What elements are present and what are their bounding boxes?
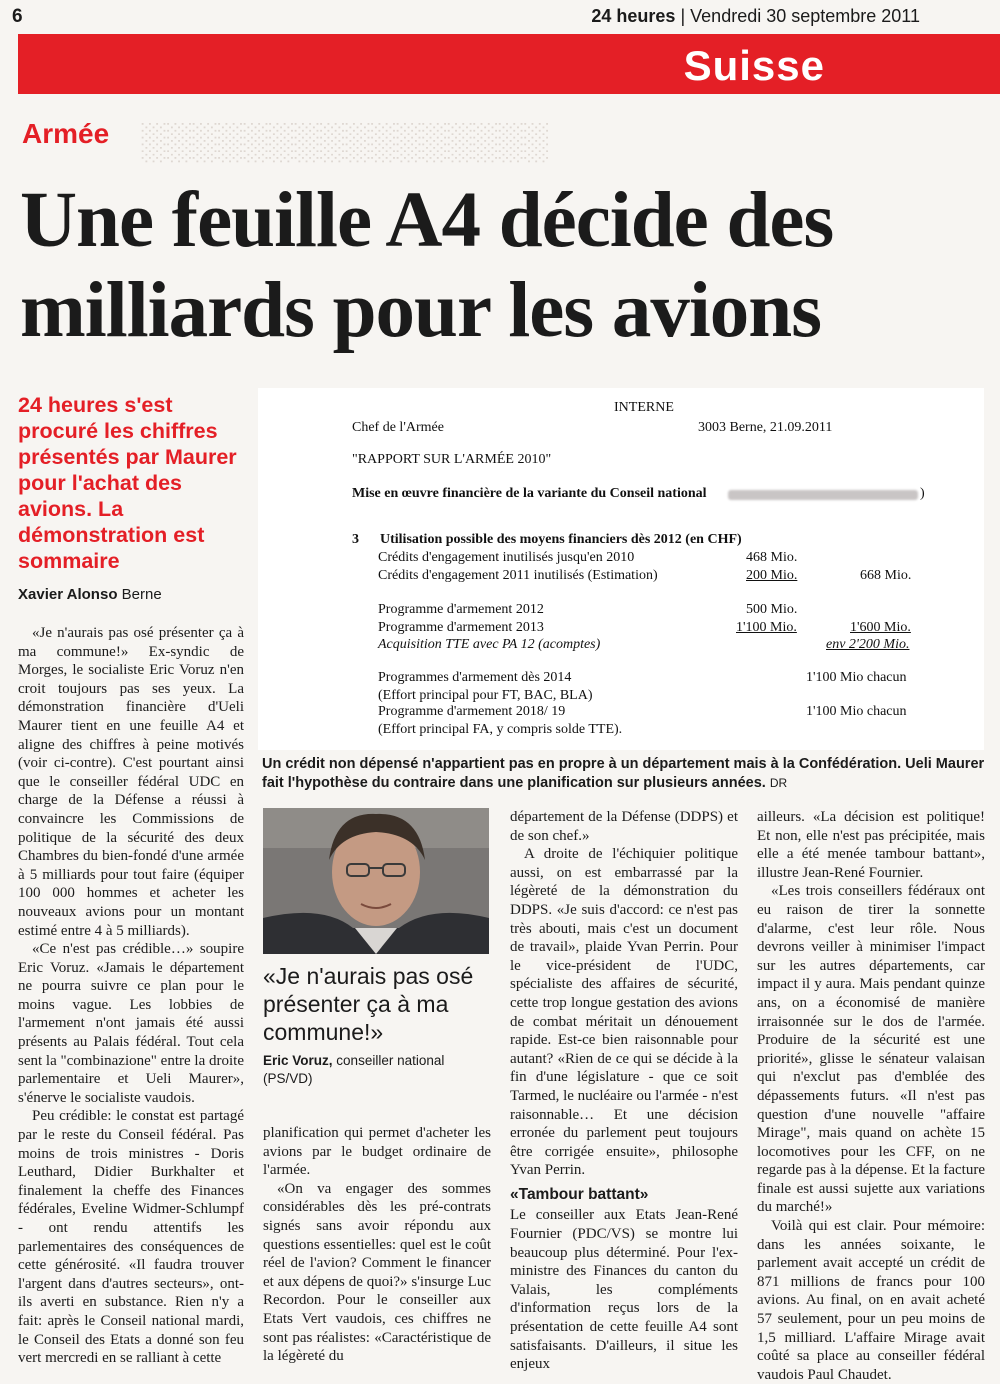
- doc-row-value: 1'100 Mio.: [736, 620, 797, 635]
- lead-paragraph: 24 heures s'est procuré les chiffres présentés par Maurer pour l'achat des avions. La démonstration est sommaire: [18, 393, 237, 573]
- doc-row-value: 1'100 Mio chacun: [806, 704, 907, 719]
- headline: Une feuille A4 décide des milliards pour les avions: [20, 177, 834, 354]
- masthead-separator: |: [680, 6, 686, 26]
- section-banner: [18, 34, 1000, 94]
- doc-paren: ): [920, 486, 925, 501]
- doc-row-total: 668 Mio.: [860, 568, 912, 583]
- doc-row-label: Programmes d'armement dès 2014: [378, 670, 572, 685]
- doc-row-label: Programme d'armement 2012: [378, 602, 544, 617]
- article-column-2: [263, 1124, 491, 1366]
- pull-quote: «Je n'aurais pas osé présenter ça à ma commune!»: [263, 963, 474, 1045]
- doc-chef: Chef de l'Armée: [352, 420, 444, 435]
- document-scan: [258, 388, 984, 750]
- paragraph: «Les trois conseillers fédéraux ont eu raison de tirer la sonnette d'alarme, c'est leur rôle. Nous devrons veiller à minimiser l'impact sur les autres départements, car impact il y aura. Mais pendant quinze ans, on a économisé de manière irraisonnée sur le dos de l'armée. Produire de la sécurité est une priorité», glisse le sénateur valaisan qui n'exclut pas d'emblée des dépassements futurs. «Il n'est pas question d'une nouvelle "affaire Mirage", mais quand on achète 15 locomotives pour les CFF, on ne regarde pas à la dépense. Et la facture finale est aussi sujette aux variations du marché!»: [757, 883, 985, 1216]
- doc-mise-en-oeuvre: Mise en œuvre financière de la variante du Conseil national: [352, 486, 707, 501]
- doc-section-title: Utilisation possible des moyens financiers dès 2012 (en CHF): [380, 532, 742, 547]
- doc-row-value: 200 Mio.: [746, 568, 798, 583]
- page-number: 6: [12, 6, 23, 27]
- portrait-photo: [263, 808, 489, 954]
- doc-interne: INTERNE: [614, 400, 674, 415]
- doc-row-label: Programme d'armement 2018/ 19: [378, 704, 566, 719]
- article-column-4: [757, 808, 985, 1384]
- newspaper-name: 24 heures: [591, 6, 676, 26]
- rubric: Armée: [22, 118, 110, 149]
- paragraph: «On va engager des sommes considérables dès les pré-contrats signés sans avoir répondu aux questions essentielles: quel est le coût réel de l'avion? Comment le financer et aux dépens de quoi?» s'insurge Luc Recordon. Pour le conseiller aux Etats Vert vaudois, ces chiffres ne sont pas réalistes: «Caractéristique de la légèreté du: [263, 1180, 491, 1365]
- byline-author: Xavier Alonso: [18, 586, 118, 603]
- doc-row-total: 1'600 Mio.: [850, 620, 911, 635]
- bleed-through-texture: ░░░░░░░░░░░░░░░░: [140, 121, 549, 161]
- doc-section-number: 3: [352, 532, 359, 547]
- byline: [18, 586, 162, 603]
- doc-row-value: 500 Mio.: [746, 602, 798, 617]
- pull-quote-attribution: [263, 1052, 493, 1088]
- subheading: «Tambour battant»: [510, 1185, 649, 1203]
- section-label: Suisse: [683, 42, 825, 89]
- document-caption: [262, 755, 992, 793]
- doc-row-label: Crédits d'engagement inutilisés jusqu'en 2010: [378, 550, 635, 565]
- paragraph: A droite de l'échiquier politique aussi, on est embarrassé par la légèreté de la démonstration du DDPS. «Je suis d'accord: ce n'est pas très abouti, mais c'est un document de travail», plaide Yvan Perrin. Pour le vice-président de l'UDC, spécialiste des affaires de sécurité, cette trop longue gestation des avions de combat méritait un dénouement rapide. Est-ce bien raisonnable pour autant? «Rien de ce qui se décide à la fin d'une législature - que ce soit Tarmed, le nucléaire ou l'armée - n'est raisonnable… Et une décision erronée du parlement peut toujours être corrigée ensuite», philosophe Yvan Perrin.: [510, 846, 738, 1179]
- paragraph: Le conseiller aux Etats Jean-René Fournier (PDC/VS) se montre lui beaucoup plus déterminé. Pour l'ex-ministre des Finances du canton du Valais, les compléments d'information reçus lors de la présentation de cette feuille A4 sont satisfaisants. D'ailleurs, il situe les enjeux: [510, 1207, 738, 1373]
- article-column-3: [510, 808, 738, 1374]
- paragraph: planification qui permet d'acheter les avions par le budget ordinaire de l'armée.: [263, 1125, 491, 1179]
- doc-row-label: Acquisition TTE avec PA 12 (acomptes): [378, 637, 601, 652]
- doc-row-label: Programme d'armement 2013: [378, 620, 544, 635]
- doc-place-date: 3003 Berne, 21.09.2011: [698, 420, 833, 435]
- redacted-text: [728, 490, 918, 500]
- caption-text: Un crédit non dépensé n'appartient pas en propre à un département mais à la Confédération. Ueli Maurer fait l'hypothèse du contraire dans une planification sur plusieurs années.: [262, 756, 985, 791]
- paragraph: département de la Défense (DDPS) et de son chef.»: [510, 809, 738, 844]
- doc-row-total: env 2'200 Mio.: [826, 637, 910, 652]
- quote-author: Eric Voruz,: [263, 1053, 333, 1068]
- doc-row-label: (Effort principal FA, y compris solde TTE).: [378, 722, 623, 737]
- doc-row-label: (Effort principal pour FT, BAC, BLA): [378, 688, 593, 703]
- paragraph: ailleurs. «La décision est politique! Et non, elle n'est pas précipitée, mais elle a été menée tambour battant», illustre Jean-René Fournier.: [757, 809, 985, 881]
- quote-role: conseiller national (PS/VD): [263, 1053, 445, 1086]
- photo-credit: DR: [769, 776, 788, 790]
- masthead: [591, 6, 920, 27]
- doc-rapport: "RAPPORT SUR L'ARMÉE 2010": [352, 452, 552, 467]
- doc-row-value: 468 Mio.: [746, 550, 798, 565]
- byline-place: Berne: [121, 586, 162, 603]
- doc-row-label: Crédits d'engagement 2011 inutilisés (Estimation): [378, 568, 658, 583]
- issue-date: Vendredi 30 septembre 2011: [690, 6, 920, 26]
- paragraph: Voilà qui est clair. Pour mémoire: dans les années soixante, le parlement avait accepté un crédit de 871 millions de francs pour 100 avions. Au final, on en avait acheté 57 seulement, pour un peu moins de 1,5 milliard. L'affaire Mirage avait coûté sa place au conseiller fédéral vaudois Paul Chaudet.: [757, 1218, 985, 1383]
- paragraph: Peu crédible: le constat est partagé par le reste du Conseil fédéral. Pas moins de trois ministres - Doris Leuthard, Didier Burkhalter et finalement la cheffe des Finances fédérales, Eveline Widmer-Schlumpf - ont rendu attentifs les parlementaires des conséquences de cette générosité. «Il faudra trouver l'argent dans d'autres secteurs», ont-ils averti en substance. Rien n'y a fait: après le Conseil national mardi, le Conseil des Etats a donné son feu vert mercredi en se ralliant à cette: [18, 1108, 244, 1367]
- paragraph: «Ce n'est pas crédible…» soupire Eric Voruz. «Jamais le département ne pourra suivre ce plan pour le moins vague. Les lobbies de l'armement n'ont jamais été aussi présents au Palais fédéral. Tout cela sent la "combinazione" entre la droite parlementaire et Ueli Maurer», s'énerve le socialiste vaudois.: [18, 941, 244, 1106]
- paragraph: «Je n'aurais pas osé présenter ça à ma commune!» Ex-syndic de Morges, le socialiste Eric Voruz n'en croit toujours pas ses yeux. La démonstration financière d'Ueli Maurer tient en une feuille A4 et aligne des chiffres à peine motivés (voir ci-contre). C'est pourtant ainsi que le conseiller fédéral UDC en charge de la Défense a réussi à convaincre les Commissions de politique de la sécurité des deux Chambres du bien-fondé d'une armée à 5 milliards pour tout faire (équiper 100 000 hommes et acheter les nouveaux avions pour un montant estimé entre 4 à 5 milliards).: [18, 625, 244, 939]
- doc-row-value: 1'100 Mio chacun: [806, 670, 907, 685]
- article-column-1: [18, 624, 244, 1368]
